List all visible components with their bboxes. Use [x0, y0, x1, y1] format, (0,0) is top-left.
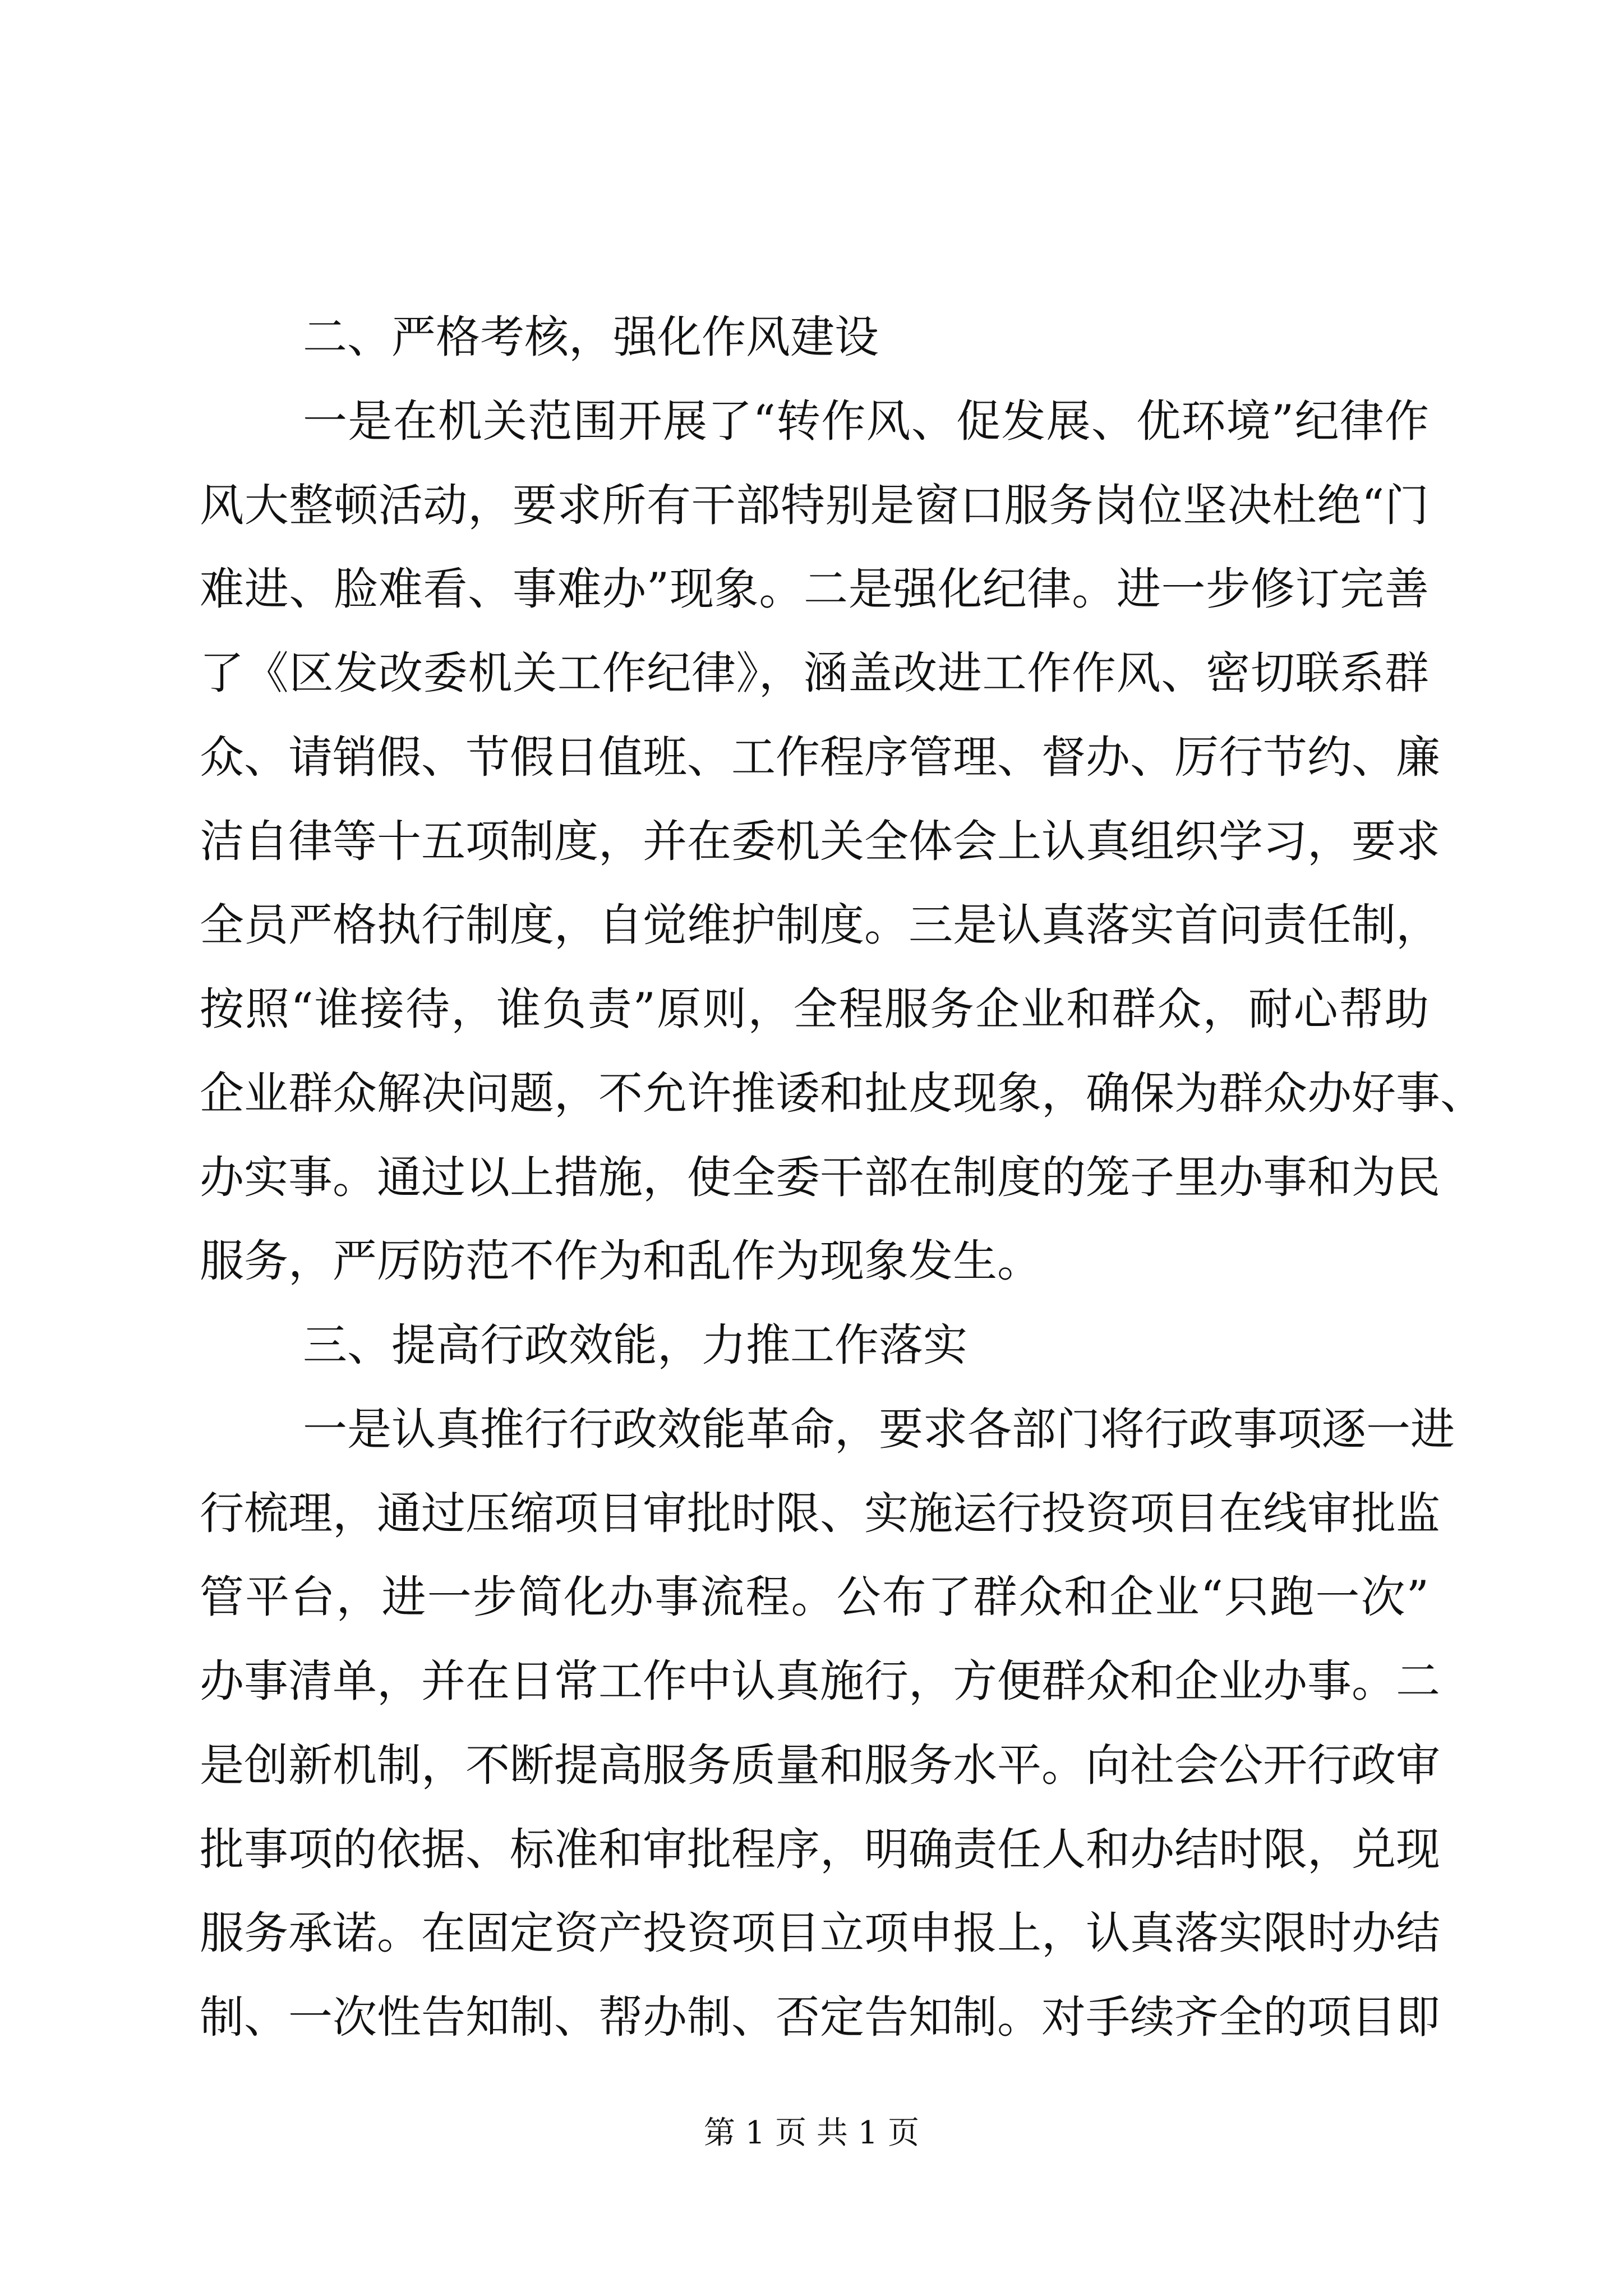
text-line: 是创新机制，不断提高服务质量和服务水平。向社会公开行政审 — [200, 1740, 1440, 1791]
text-line: 按照“谁接待，谁负责”原则，全程服务企业和群众，耐心帮助 — [200, 983, 1429, 1035]
text-line: 众、请销假、节假日值班、工作程序管理、督办、厉行节约、廉 — [200, 731, 1440, 783]
text-line: 制、一次性告知制、帮办制、否定告知制。对手续齐全的项目即 — [200, 1991, 1440, 2043]
text-line: 一是在机关范围开展了“转作风、促发展、优环境”纪律作 — [303, 395, 1429, 447]
text-line: 二、严格考核，强化作风建设 — [303, 311, 879, 363]
text-line: 全员严格执行制度，自觉维护制度。三是认真落实首问责任制， — [200, 899, 1440, 951]
text-line: 办事清单，并在日常工作中认真施行，方便群众和企业办事。二 — [200, 1655, 1440, 1707]
text-line: 批事项的依据、标准和审批程序，明确责任人和办结时限，兑现 — [200, 1824, 1440, 1875]
text-line: 洁自律等十五项制度，并在委机关全体会上认真组织学习，要求 — [200, 816, 1440, 867]
text-line: 风大整顿活动，要求所有干部特别是窗口服务岗位坚决杜绝“门 — [200, 480, 1429, 531]
page-footer: 第 1 页 共 1 页 — [703, 2115, 920, 2151]
text-line: 服务，严厉防范不作为和乱作为现象发生。 — [200, 1235, 1041, 1287]
text-line: 了《区发改委机关工作纪律》，涵盖改进工作作风、密切联系群 — [200, 647, 1429, 699]
text-line: 难进、脸难看、事难办”现象。二是强化纪律。进一步修订完善 — [200, 563, 1429, 615]
text-line: 管平台，进一步简化办事流程。公布了群众和企业“只跑一次” — [200, 1571, 1429, 1623]
text-line: 企业群众解决问题，不允许推诿和扯皮现象，确保为群众办好事、 — [200, 1068, 1484, 1119]
text-line: 服务承诺。在固定资产投资项目立项申报上，认真落实限时办结 — [200, 1907, 1440, 1959]
text-line: 一是认真推行行政效能革命，要求各部门将行政事项逐一进 — [303, 1404, 1455, 1455]
text-line: 三、提高行政效能，力推工作落实 — [303, 1319, 967, 1371]
text-line: 行梳理，通过压缩项目审批时限、实施运行投资项目在线审批监 — [200, 1488, 1440, 1539]
text-line: 办实事。通过以上措施，使全委干部在制度的笼子里办事和为民 — [200, 1152, 1440, 1203]
